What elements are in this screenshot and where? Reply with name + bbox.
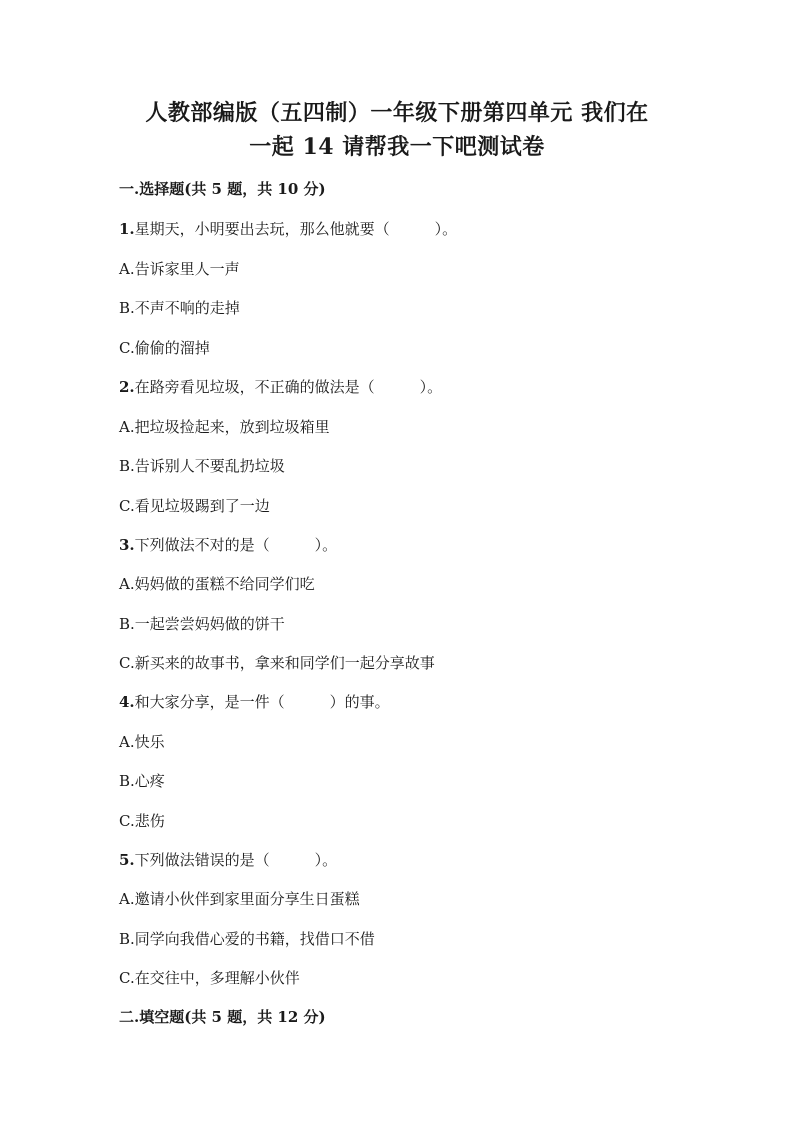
question-1-option-b: B.不声不响的走掉 — [119, 299, 240, 317]
question-text: 在路旁看见垃圾，不正确的做法是（ ）。 — [134, 378, 443, 396]
question-5 — [119, 849, 337, 870]
title-line-2: 一起 14 请帮我一下吧测试卷 — [249, 134, 545, 160]
question-1-option-c: C.偷偷的溜掉 — [119, 339, 210, 357]
document-title — [100, 96, 694, 164]
section-heading-choice: 一.选择题(共 5 题，共 10 分) — [119, 180, 326, 198]
question-number: 2. — [119, 378, 135, 396]
question-2-option-b: B.告诉别人不要乱扔垃圾 — [119, 457, 285, 475]
question-2-option-c: C.看见垃圾踢到了一边 — [119, 497, 270, 515]
question-text: 下列做法错误的是（ ）。 — [134, 851, 338, 869]
question-3 — [119, 534, 337, 555]
section-heading-fill-in: 二.填空题(共 5 题，共 12 分) — [119, 1008, 326, 1026]
question-4 — [119, 691, 390, 712]
question-number: 5. — [119, 851, 135, 869]
question-2-option-a: A.把垃圾捡起来，放到垃圾箱里 — [119, 418, 330, 436]
question-number: 3. — [119, 536, 135, 554]
question-4-option-c: C.悲伤 — [119, 812, 165, 830]
question-3-option-b: B.一起尝尝妈妈做的饼干 — [119, 615, 285, 633]
question-5-option-b: B.同学向我借心爱的书籍，找借口不借 — [119, 930, 375, 948]
question-5-option-c: C.在交往中，多理解小伙伴 — [119, 969, 300, 987]
question-3-option-a: A.妈妈做的蛋糕不给同学们吃 — [119, 575, 315, 593]
question-3-option-c: C.新买来的故事书，拿来和同学们一起分享故事 — [119, 654, 435, 672]
question-2 — [119, 376, 442, 397]
question-4-option-b: B.心疼 — [119, 772, 165, 790]
question-1 — [119, 218, 457, 239]
question-text: 下列做法不对的是（ ）。 — [134, 536, 338, 554]
question-number: 1. — [119, 220, 135, 238]
question-1-option-a: A.告诉家里人一声 — [119, 260, 240, 278]
question-text: 和大家分享，是一件（ ）的事。 — [134, 693, 390, 711]
title-line-1: 人教部编版（五四制）一年级下册第四单元 我们在 — [145, 100, 649, 126]
question-4-option-a: A.快乐 — [119, 733, 165, 751]
question-5-option-a: A.邀请小伙伴到家里面分享生日蛋糕 — [119, 890, 360, 908]
question-text: 星期天，小明要出去玩，那么他就要（ ）。 — [134, 220, 458, 238]
question-number: 4. — [119, 693, 135, 711]
